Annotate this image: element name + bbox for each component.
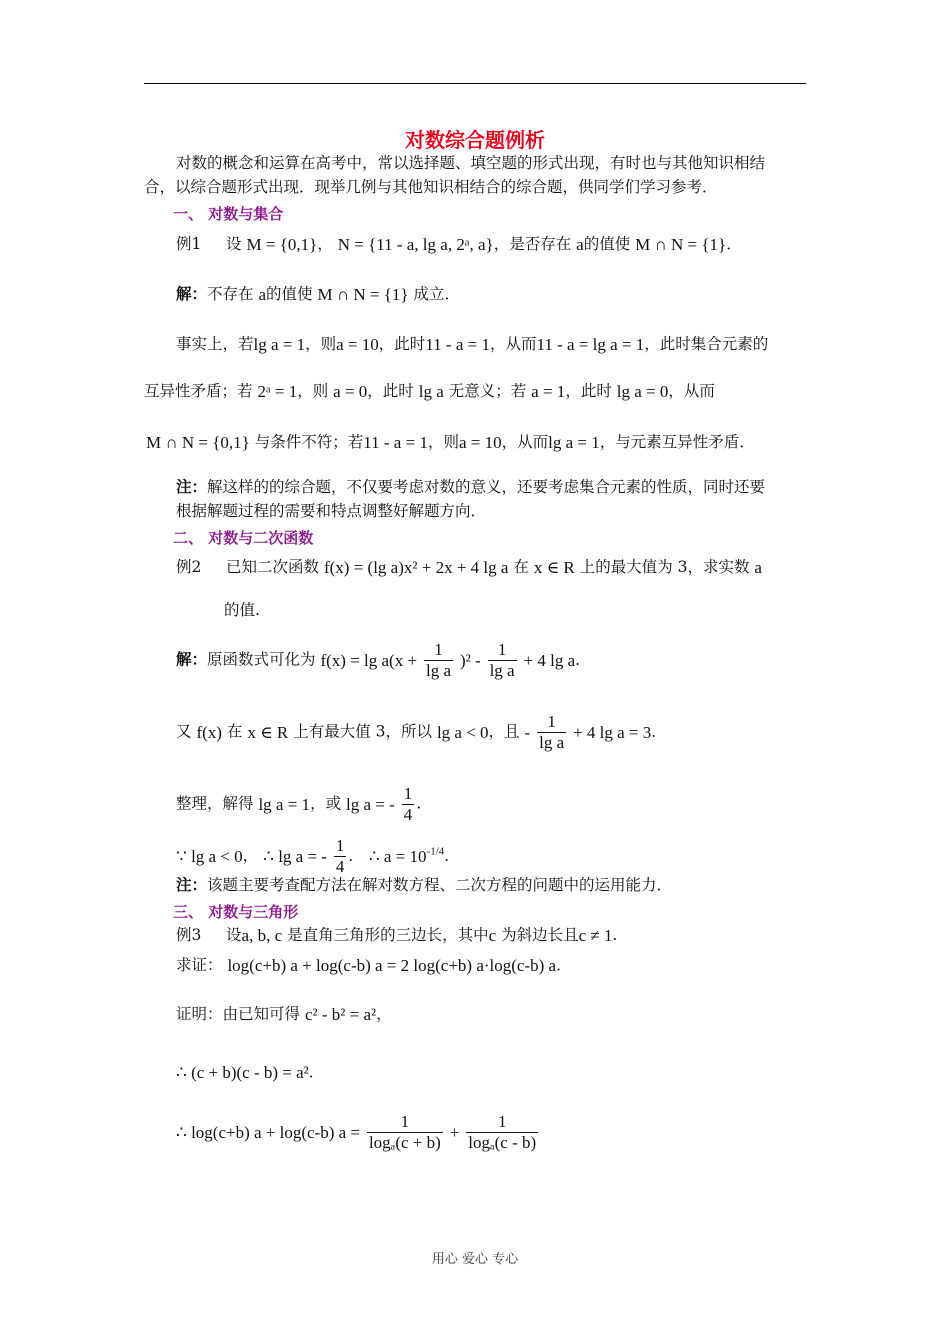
math: a, b, c [241,926,283,945]
prove-line [176,955,572,976]
text: 设 [226,926,242,944]
math: 11 - a = 1 [425,335,490,354]
math: a = 10 [336,335,379,354]
math-set-n: N = {11 - a, lg a, 2ᵃ, a} [337,235,494,254]
numerator: 1 [466,1112,538,1133]
text: 求证： [176,956,223,974]
note-1-line-1 [176,477,765,497]
math-set-m: M = {0,1} [246,235,318,254]
math: lg a = 1 [548,433,600,452]
page-title: 对数综合题例析 [405,128,545,152]
text: ， [317,235,333,253]
text: 原函数式可化为 [207,650,316,669]
math-intersection: M ∩ N = {1} [635,235,727,254]
text: 又 [176,722,192,741]
denominator: lg a [539,733,565,752]
numerator: 1 [367,1112,443,1133]
math: + 4 lg a [523,650,576,670]
math: a = 1 [531,382,566,401]
fraction [334,836,347,877]
text: 上有最大值 3，所以 [293,722,432,741]
numerator: 1 [537,712,566,733]
math: + 4 lg a = 3 [573,722,652,742]
header-rule [144,83,806,84]
math: lg a = - [346,794,395,814]
fraction [537,712,566,753]
math: M ∩ N = {0,1} [146,433,250,452]
example-2-cont: 的值. [224,601,260,619]
math: c ≠ 1 [578,926,613,945]
note-label: 注： [176,875,208,894]
example-1 [176,234,742,255]
text: 互异性矛盾；若 [144,382,253,400]
math: lg a = 1 [253,335,306,354]
text: ， [376,1005,392,1023]
text: 解这样的的综合题，不仅要考虑对数的意义，还要考虑集合元素的性质，同时还要 [207,478,766,496]
denominator: lg a [426,661,452,680]
math: a = 10 [458,433,502,452]
text: ． [556,956,572,974]
math: x ∈ R [533,558,575,577]
proof-line-2 [176,1062,324,1083]
text: 不存在 [207,285,254,303]
text: ，则 [427,433,459,451]
text: ，与元素互异性矛盾． [599,433,755,451]
section-heading-2: 二、 对数与二次函数 [173,529,314,547]
math: c [488,926,497,945]
solution-label: 解： [176,649,208,669]
text: 的值使 [266,285,313,303]
math: lg a < 0 [436,722,489,742]
math: f(x) [196,722,222,742]
text: 上的最大值为 3，求实数 [579,558,750,576]
note-1-line-2: 根据解题过程的需要和特点调整好解题方向． [176,502,487,520]
text: 已知二次函数 [226,558,320,576]
math: lg a [418,382,444,401]
text: ，是否存在 [493,235,572,253]
text: ． [575,650,591,669]
text: ，或 [310,794,342,813]
section-heading-1: 一、 对数与集合 [173,205,284,223]
text: 事实上，若 [176,335,254,353]
denominator: 4 [335,857,345,876]
text: ，则 [297,382,329,400]
math: 11 - a = lg a = 1 [536,335,645,354]
numerator: 1 [403,784,413,803]
math-function: f(x) = (lg a)x² + 2x + 4 lg a [323,558,509,577]
math: f(x) = lg a(x + [320,650,418,670]
example-label: 例1 [176,235,202,253]
text: 在 [513,558,529,576]
fraction [466,1112,538,1153]
math: ∴ log(c+b) a + log(c-b) a = [176,1122,361,1142]
intro-line-2: 合，以综合题形式出现．现举几例与其他知识相结合的综合题，供同学们学习参考． [144,178,718,196]
text: ． [348,846,364,865]
denominator: lg a [489,661,515,680]
text: 为斜边长且 [501,926,579,944]
text: 的值使 [583,235,631,253]
math: - [524,722,531,742]
example-label: 例3 [176,926,202,944]
denominator: logₐ(c - b) [468,1133,537,1152]
example-2 [176,557,762,578]
math-var: a [754,558,762,577]
text: ，且 [488,722,520,741]
conclusion-line [176,836,460,877]
fact-line-2 [144,381,715,402]
math: ∴ a = 10 [368,846,427,866]
solution-label: 解： [176,284,208,303]
proof-line-1 [176,1004,392,1025]
numerator: 1 [424,640,453,661]
text: ． [308,1063,325,1081]
example-label: 例2 [176,558,202,576]
solution-1 [176,284,460,305]
math: ∴ lg a = - [263,846,327,866]
math: )² - [459,650,481,670]
solution-2 [176,640,591,681]
math-var: a [576,235,584,254]
text: 设 [226,235,242,253]
text: . [416,794,422,813]
fact-line-3 [146,432,755,453]
text: ． [651,722,667,741]
intro-line-1: 对数的概念和运算在高考中，常以选择题、填空题的形式出现，有时也与其他知识相结 [176,154,766,172]
math: ∴ (c + b)(c - b) = a² [176,1063,309,1082]
math: log(c+b) a + log(c-b) a = 2 log(c+b) a·log(c-b) a [227,956,557,975]
text: ，则 [305,335,337,353]
text: 是直角三角形的三边长，其中 [287,926,489,944]
text: ，此时 [378,335,426,353]
math: 2ᵃ = 1 [257,382,298,401]
denominator: 4 [403,805,413,824]
proof-line-3 [176,1112,540,1153]
text: ，此时 [367,382,414,400]
numerator: 1 [488,640,517,661]
math: a = 0 [333,382,368,401]
math: lg a = 0 [616,382,669,401]
solve-line [176,784,421,825]
numerator: 1 [335,836,345,855]
text: 与条件不符；若 [254,433,364,451]
math: lg a = 1 [258,794,311,814]
math: ∵ lg a < 0 [176,846,243,866]
fraction [488,640,517,681]
page-footer: 用心 爱心 专心 [431,1252,519,1267]
text: ，从而 [489,335,537,353]
text: 无意义；若 [448,382,527,400]
exponent: -1/4 [426,845,445,858]
text: ，此时 [565,382,612,400]
text: 该题主要考查配方法在解对数方程、二次方程的问题中的运用能力． [207,876,673,894]
note-2 [176,875,672,895]
text: 证明：由已知可得 [176,1005,301,1023]
text: ，从而 [501,433,549,451]
math: 11 - a = 1 [363,433,428,452]
text: . [612,926,618,944]
max-value-line [176,712,667,753]
text: ． [726,235,742,253]
text: 整理，解得 [176,794,254,813]
text: ． [444,846,460,865]
denominator: logₐ(c + b) [368,1133,441,1152]
fraction [424,640,453,681]
text: ，此时集合元素的 [644,335,769,353]
math-intersection: M ∩ N = {1} [317,285,409,304]
text: ，从而 [668,382,715,400]
text: ， [242,846,259,865]
math: c² - b² = a² [304,1005,377,1024]
example-3 [176,925,617,946]
text: 在 [226,722,243,741]
note-label: 注： [176,477,208,496]
fraction [402,784,415,825]
section-heading-3: 三、 对数与三角形 [173,903,299,921]
text: 成立． [413,285,460,303]
fraction [367,1112,443,1153]
math: + [449,1122,460,1142]
math-var: a [258,285,267,304]
math: x ∈ R [247,722,289,742]
fact-line-1 [176,334,768,355]
